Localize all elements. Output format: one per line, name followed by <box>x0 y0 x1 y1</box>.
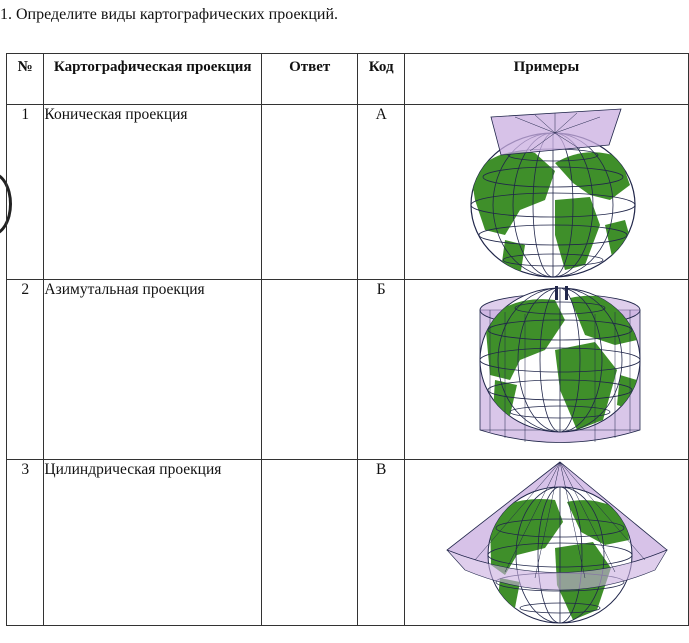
row-num: 3 <box>7 460 44 626</box>
answer-cell[interactable] <box>261 460 358 626</box>
answer-cell[interactable] <box>261 105 358 280</box>
projection-name: Цилиндрическая проекция <box>44 460 262 626</box>
header-name: Картографическая проекция <box>44 54 262 105</box>
code-cell: А <box>358 105 404 280</box>
answer-cell[interactable] <box>261 280 358 460</box>
header-answer: Ответ <box>261 54 358 105</box>
table-row <box>7 280 689 460</box>
example-cell <box>404 280 688 460</box>
header-code: Код <box>358 54 404 105</box>
projection-name: Коническая проекция <box>44 105 262 280</box>
projections-table <box>6 53 689 626</box>
row-num: 1 <box>7 105 44 280</box>
globe-with-flat-plane-icon <box>405 105 689 280</box>
row-num: 2 <box>7 280 44 460</box>
task-heading: 1. Определите виды картографических проекций. <box>0 6 338 23</box>
table-row <box>7 105 689 280</box>
header-examples: Примеры <box>404 54 688 105</box>
code-cell: Б <box>358 280 404 460</box>
header-num: № <box>7 54 44 105</box>
example-cell <box>404 105 688 280</box>
globe-in-cone-icon <box>405 460 689 626</box>
table-row <box>7 460 689 626</box>
example-cell <box>404 460 688 626</box>
table-header-row <box>7 54 689 105</box>
projection-name: Азимутальная проекция <box>44 280 262 460</box>
code-cell: В <box>358 460 404 626</box>
globe-in-cylinder-icon <box>405 280 689 460</box>
